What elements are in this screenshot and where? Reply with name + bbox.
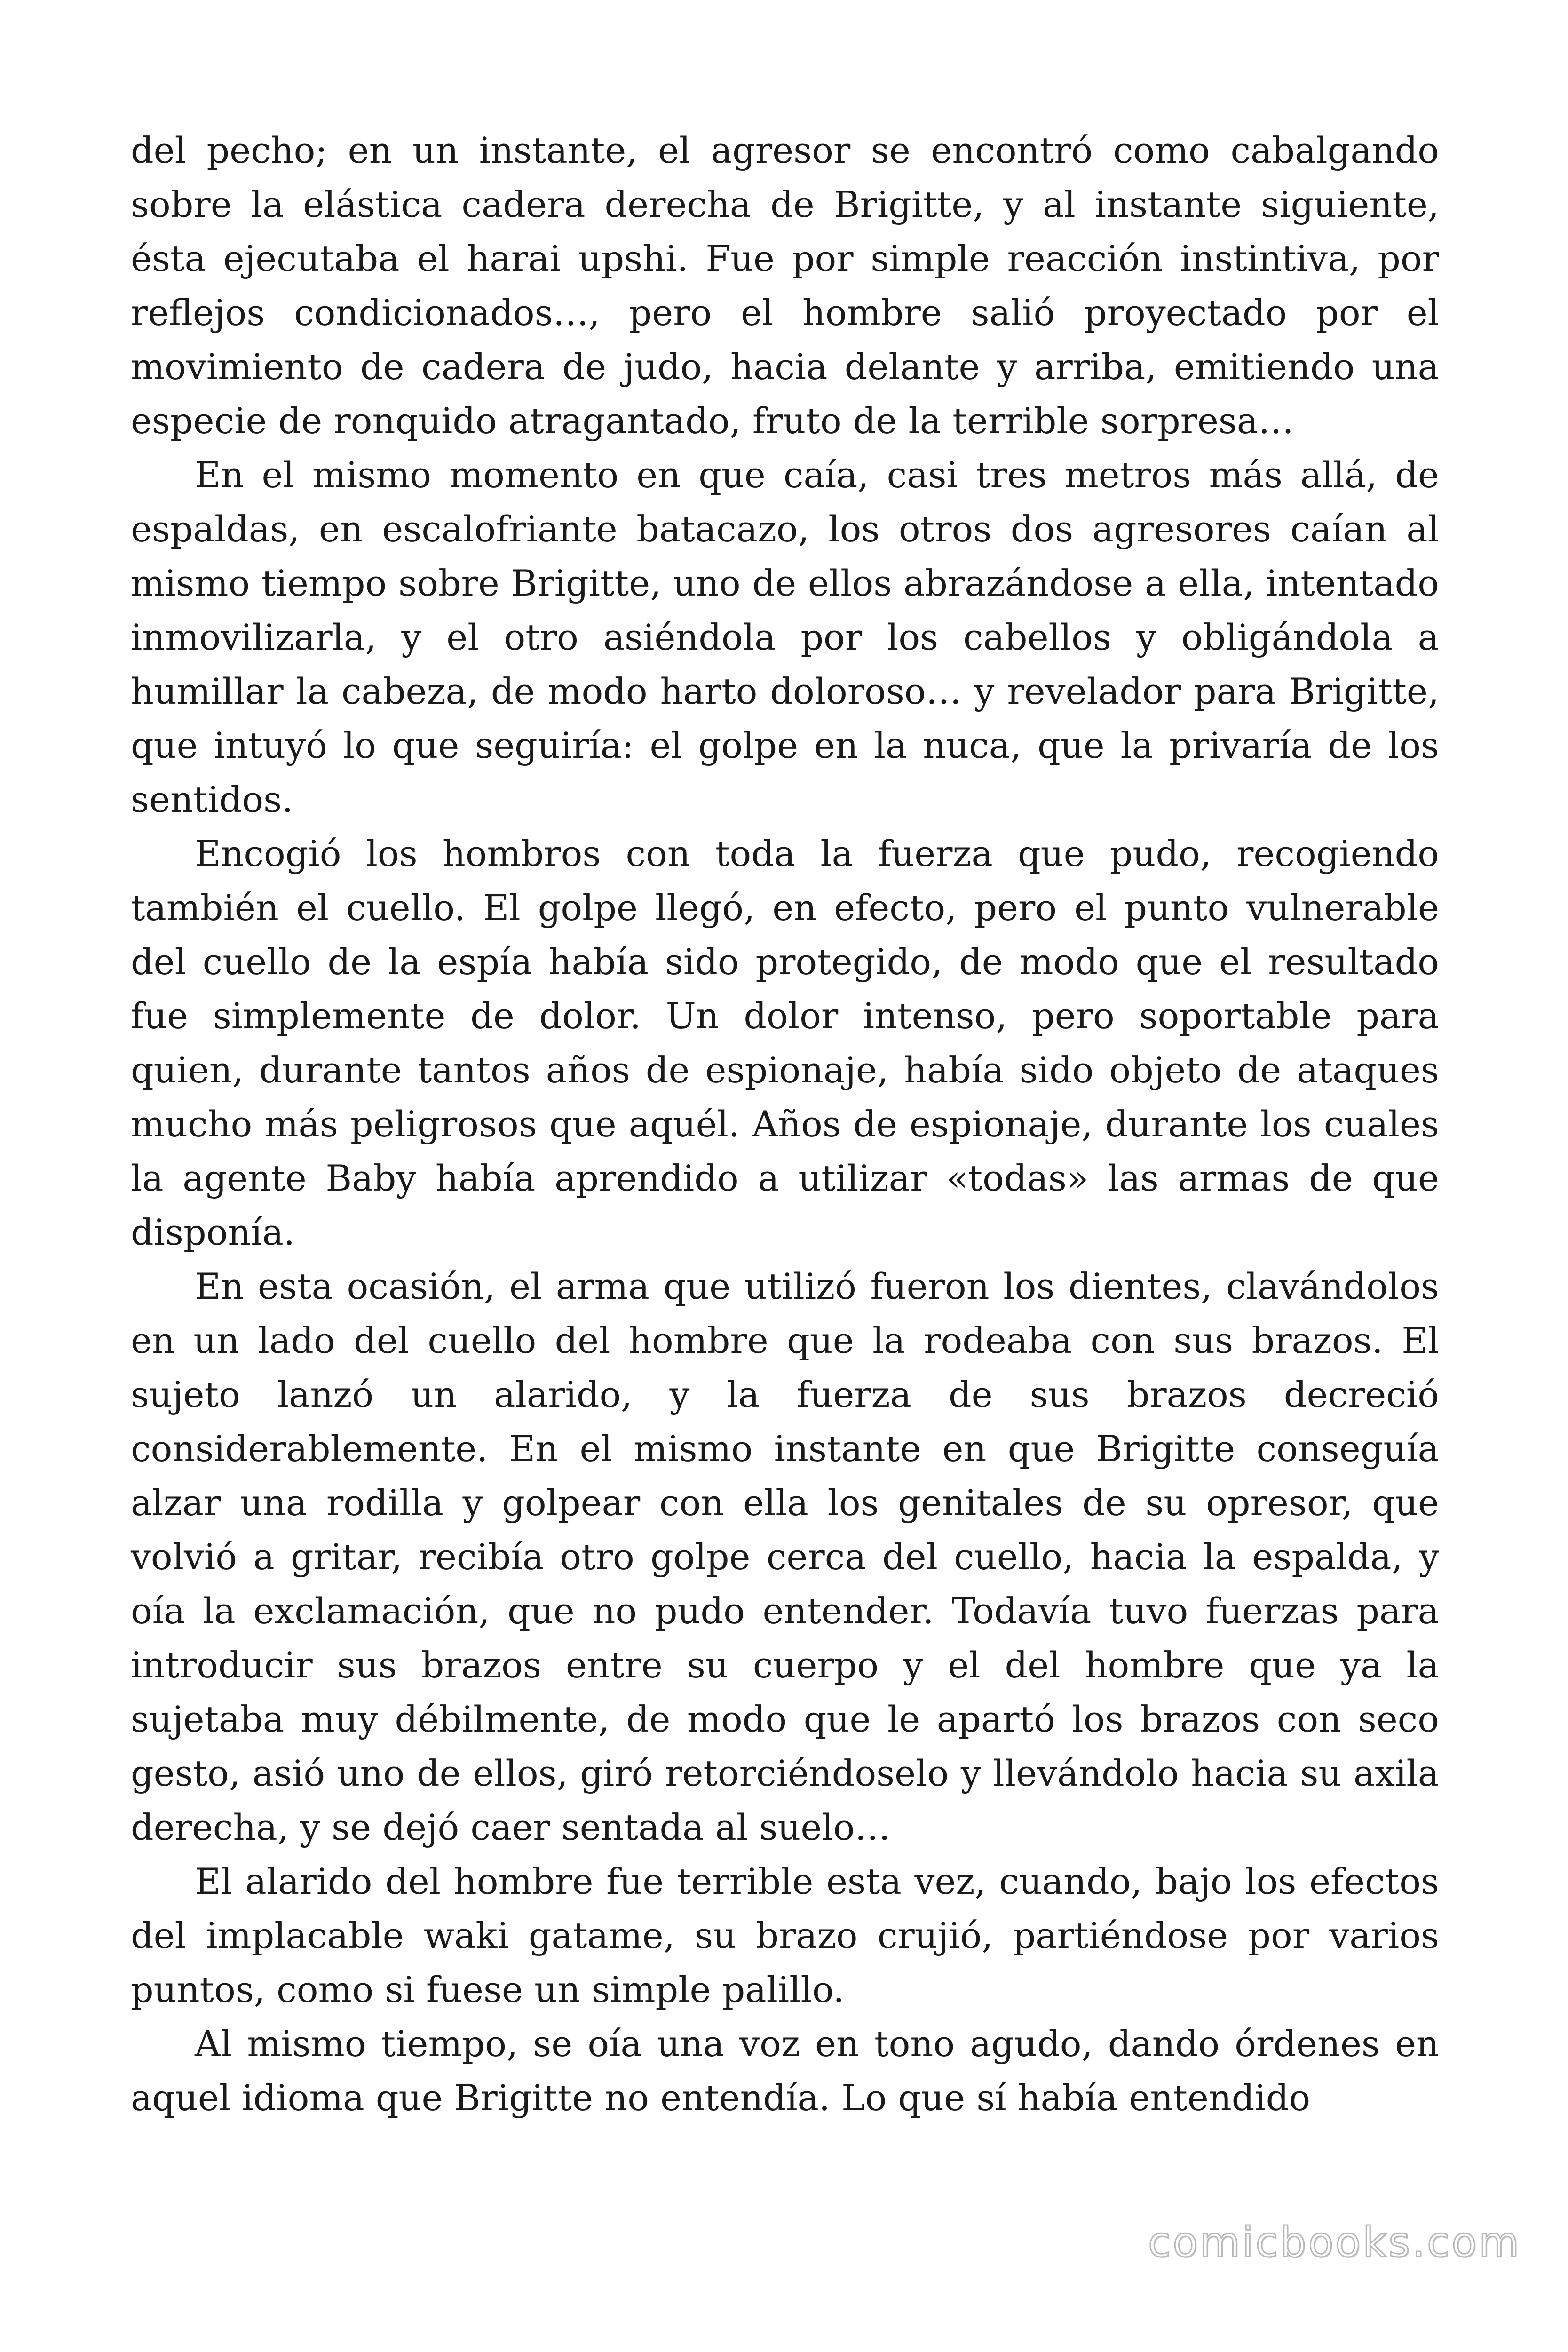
paragraph-5: El alarido del hombre fue terrible esta vez, cuando, bajo los efectos del implacable waki gatame, su brazo crujió, partiéndose por varios puntos, como si fuese un simple palillo. (131, 1860, 1439, 2010)
paragraph-6: Al mismo tiempo, se oía una voz en tono agudo, dando órdenes en aquel idioma que Brigitte no entendía. Lo que sí había entendido (131, 2023, 1439, 2119)
watermark-logo: comicbooks.com (1148, 2218, 1521, 2266)
body-text (131, 123, 1439, 2125)
paragraph-1: del pecho; en un instante, el agresor se encontró como cabalgando sobre la elástica cadera derecha de Brigitte, y al instante siguiente, ésta ejecutaba el harai upshi. Fue por simple reacción instintiva, por reflejos condicionados…, pero el hombre salió proyectado por el movimiento de cadera de judo, hacia delante y arriba, emitiendo una especie de ronquido atragantado, fruto de la terrible sorpresa… (131, 129, 1439, 442)
paragraph-2: En el mismo momento en que caía, casi tres metros más allá, de espaldas, en escalofriante batacazo, los otros dos agresores caían al mismo tiempo sobre Brigitte, uno de ellos abrazándose a ella, intentado inmovilizarla, y el otro asiéndola por los cabellos y obligándola a humillar la cabeza, de modo harto doloroso… y revelador para Brigitte, que intuyó lo que seguiría: el golpe en la nuca, que la privaría de los sentidos. (131, 454, 1439, 820)
paragraph-3: Encogió los hombros con toda la fuerza que pudo, recogiendo también el cuello. El golpe llegó, en efecto, pero el punto vulnerable del cuello de la espía había sido protegido, de modo que el resultado fue simplemente de dolor. Un dolor intenso, pero soportable para quien, durante tantos años de espionaje, había sido objeto de ataques mucho más peligrosos que aquél. Años de espionaje, durante los cuales la agente Baby había aprendido a utilizar «todas» las armas de que disponía. (131, 833, 1439, 1253)
paragraph-4: En esta ocasión, el arma que utilizó fueron los dientes, clavándolos en un lado del cuello del hombre que la rodeaba con sus brazos. El sujeto lanzó un alarido, y la fuerza de sus brazos decreció considerablemente. En el mismo instante en que Brigitte conseguía alzar una rodilla y golpear con ella los genitales de su opresor, que volvió a gritar, recibía otro golpe cerca del cuello, hacia la espalda, y oía la exclamación, que no pudo entender. Todavía tuvo fuerzas para introducir sus brazos entre su cuerpo y el del hombre que ya la sujetaba muy débilmente, de modo que le apartó los brazos con seco gesto, asió uno de ellos, giró retorciéndoselo y llevándolo hacia su axila derecha, y se dejó caer sentada al suelo… (131, 1265, 1439, 1848)
